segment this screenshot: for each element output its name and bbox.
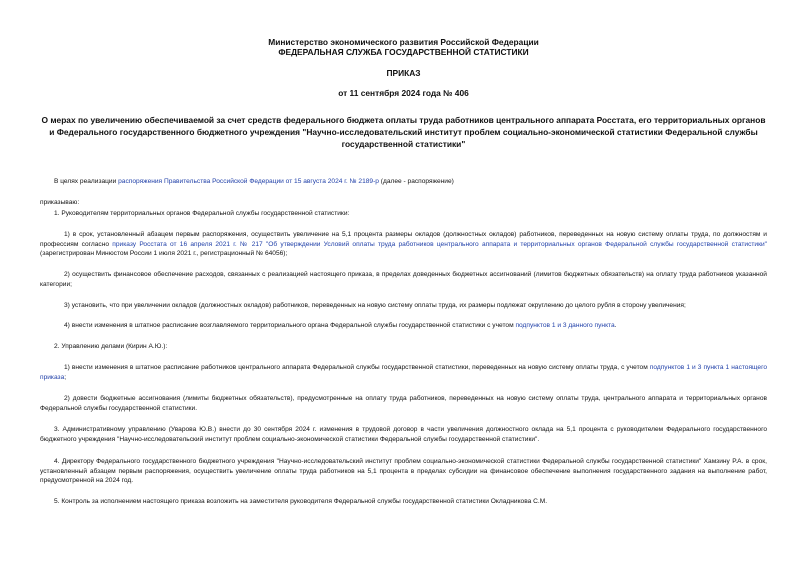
clause-5: 5. Контроль за исполнением настоящего приказа возложить на заместителя руководителя Федеральной службы государственной статистики Окладникова С.М. [54, 498, 548, 505]
clause-2-1-text-end: ; [64, 373, 67, 381]
subclauses-link[interactable]: подпунктов 1 и 3 данного пункта [515, 322, 615, 329]
clause-2-2: 2) довести бюджетные ассигнования (лимиты бюджетных обязательств), предусмотренные на оплату труда работников, переведенных на новую систему оплаты труда, центрального аппарата и территориальных органов Федеральной службы государственной статистики. [40, 395, 767, 412]
clause-1-4 [64, 321, 767, 331]
clause-1-4-text: 4) внести изменения в штатное расписание возглавляемого территориального органа Федеральной службы государственной статистики с учетом [64, 322, 516, 329]
intro-text-end: (далее - распоряжение) [378, 178, 454, 185]
order-link[interactable]: распоряжения Правительства Российской Федерации от 15 августа 2024 г. № 2189-р [118, 178, 379, 185]
rosstat-order-link[interactable]: приказу Росстата от 16 апреля 2021 г. № 217 "Об утверждении Условий оплаты труда работников центрального аппарата и территориальных органов Федеральной службы государственной статистики" [112, 240, 767, 248]
clause-2-1-text: 1) внести изменения в штатное расписание работников центрального аппарата Федеральной службы государственной статистики, переведенных на новую систему оплаты труда, с учетом [64, 364, 650, 371]
clause-1-1 [40, 230, 767, 259]
intro-paragraph [54, 177, 767, 187]
clause-2-1 [40, 363, 767, 382]
clause-1-subclauses-link[interactable]: подпунктов 1 и 3 пункта 1 настоящего приказа [40, 364, 767, 381]
doc-date-number: от 11 сентября 2024 года № 406 [338, 88, 469, 98]
prikazyvayu: приказываю: [40, 199, 80, 206]
clause-3: 3. Административному управлению (Уварова Ю.В.) внести до 30 сентября 2024 г. изменения в трудовой договор в части увеличения должностного оклада на 5,1 процента с руководителем Федерального государственного бюджетного учреждения "Научно-исследовательский институт проблем социально-экономической статистики Федеральной службы государственной статистики". [40, 426, 767, 443]
clause-1-4-text-end: . [614, 322, 617, 329]
clause-2: 2. Управлению делами (Кирин А.Ю.): [54, 343, 168, 350]
doc-type: ПРИКАЗ [386, 68, 421, 78]
ministry-name: Министерство экономического развития Российской Федерации [268, 37, 539, 47]
doc-title: О мерах по увеличению обеспечиваемой за счет средств федерального бюджета оплаты труда работников центрального аппарата Росстата, его территориальных органов и Федерального государственного бюджетного учреждения "Научно-исследовательский институт проблем социально-экономической статистики Федеральной службы государственной статистики" [41, 115, 766, 149]
clause-1-1-text-end: (зарегистрирован Минюстом России 1 июля 2021 г., регистрационный № 64056); [40, 250, 288, 257]
clause-4: 4. Директору Федерального государственного бюджетного учреждения "Научно-исследовательский институт проблем социально-экономической статистики Федеральной службы государственной статистики" Хамзину Р.А. в срок, установленный абзацем первым распоряжения, осуществить увеличение оплаты труда работников на 5,1 процента в пределах субсидии на финансовое обеспечение выполнения государственного задания на выполнение работ, предусмотренной на 2024 год. [40, 458, 767, 484]
service-name: ФЕДЕРАЛЬНАЯ СЛУЖБА ГОСУДАРСТВЕННОЙ СТАТИСТИКИ [278, 47, 529, 57]
clause-1-1-text: 1) в срок, установленный абзацем первым распоряжения, осуществить увеличение на 5,1 процента размеры окладов (должностных окладов) работников, переведенных на новую систему оплаты труда, по должностям и профессиям согласно [40, 231, 767, 248]
intro-text: В целях реализации [54, 178, 119, 185]
clause-1-2: 2) осуществить финансовое обеспечение расходов, связанных с реализацией настоящего приказа, в пределах доведенных бюджетных ассигнований (лимитов бюджетных обязательств) на оплату труда работников указанной категории; [40, 271, 767, 288]
clause-1-3: 3) установить, что при увеличении окладов (должностных окладов) работников, переведенных на новую систему оплаты труда, их размеры подлежат округлению до целого рубля в сторону увеличения; [64, 302, 686, 309]
clause-1: 1. Руководителям территориальных органов Федеральной службы государственной статистики: [54, 210, 350, 217]
